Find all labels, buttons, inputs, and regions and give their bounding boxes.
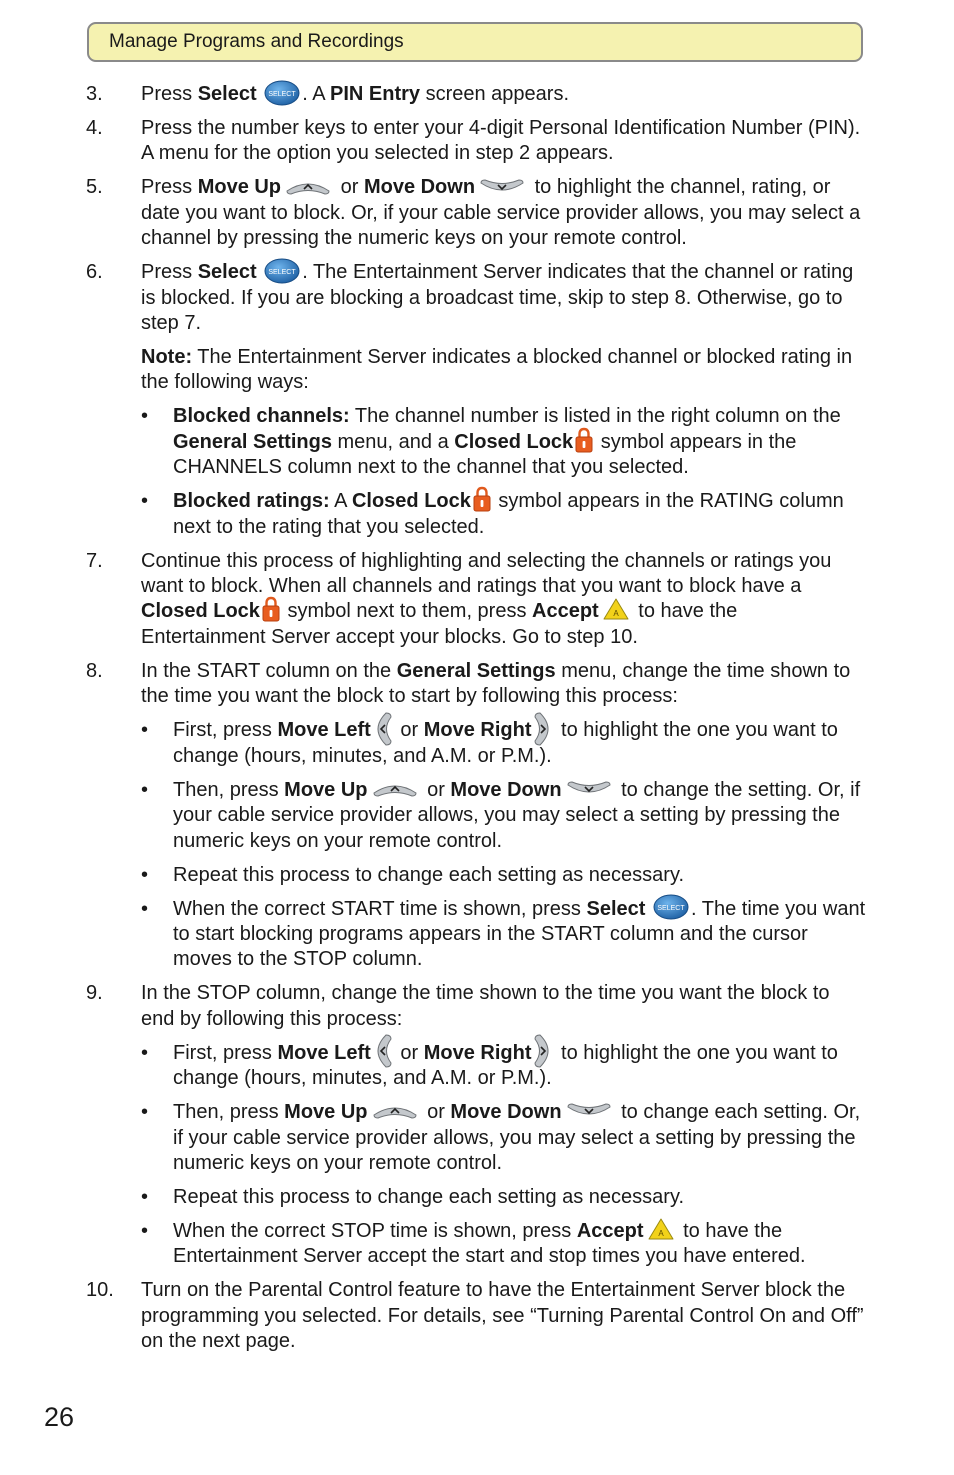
text: In the START column on the: [141, 659, 397, 682]
move-down-icon: [566, 1103, 612, 1119]
text: Press: [141, 83, 198, 105]
key-name: Move Up: [284, 1101, 368, 1124]
bullet-dot: •: [141, 405, 149, 428]
key-name: Move Down: [450, 1101, 562, 1124]
text: When the correct START time is shown, press: [173, 897, 587, 920]
text: to highlight the channel, rating, or date you want to block. Or, if your cable service provider allows, you may select a channel by pressing the numeric keys on your remote control.: [141, 176, 861, 250]
move-up-icon: [372, 781, 418, 797]
step-number: 9.: [86, 982, 103, 1005]
text: Then, press: [173, 1101, 285, 1124]
text: to have the Entertainment Server accept your blocks. Go to step 10.: [141, 600, 738, 648]
move-down-icon: [566, 781, 612, 797]
move-down-icon: [479, 179, 525, 195]
text: . A: [302, 83, 330, 105]
step-number: 3.: [86, 83, 103, 105]
text: or: [335, 176, 364, 199]
step-number: 6.: [86, 261, 103, 284]
svg-text:SELECT: SELECT: [268, 268, 296, 276]
step-6: [0, 260, 867, 540]
select-button-icon: [653, 894, 689, 920]
step-number: 5.: [86, 176, 103, 199]
text: to highlight the one you want to change (hours, minutes, and A.M. or P.M.).: [173, 1041, 838, 1090]
term: Blocked ratings:: [173, 490, 330, 513]
svg-text:SELECT: SELECT: [657, 905, 685, 913]
text: Press: [141, 176, 198, 199]
key-name: Select: [197, 83, 257, 105]
text: menu, and a: [331, 430, 455, 453]
move-left-icon: [374, 712, 392, 746]
key-name: Move Left: [277, 1041, 371, 1064]
accept-button-icon: [648, 1217, 674, 1241]
key-name: Accept: [576, 1219, 644, 1242]
screen-name: PIN Entry: [330, 83, 421, 105]
text: to change each setting. Or, if your cable service provider allows, you may select a setting by pressing the numeric keys on your remote control.: [173, 1101, 861, 1174]
text: Press: [141, 261, 198, 284]
bullet-dot: •: [141, 719, 149, 742]
note-label: Note:: [141, 346, 193, 369]
closed-lock-icon: [262, 596, 280, 622]
bullet-item: [141, 489, 867, 540]
bullet-item: [141, 863, 867, 888]
bullet-dot: •: [141, 897, 149, 920]
text: Repeat this process to change each setting as necessary.: [173, 863, 685, 886]
text: . The Entertainment Server indicates that the channel or rating is blocked. If you are blocking a broadcast time, skip to step 8. Otherwise, go to step 7.: [141, 261, 854, 335]
bullet-item: [141, 1185, 867, 1210]
step-text: [141, 82, 867, 107]
text: Repeat this process to change each setting as necessary.: [173, 1185, 685, 1208]
step-9: [0, 981, 867, 1269]
text: or: [394, 719, 424, 742]
bullet-item: [141, 404, 867, 480]
step-7: [0, 549, 867, 651]
step-text: [141, 175, 867, 251]
text: Continue this process of highlighting and selecting the channels or ratings you want to block. When all channels and ratings that you want to block have a: [141, 549, 832, 598]
section-title: Manage Programs and Recordings: [109, 31, 404, 52]
key-name: Select: [197, 261, 257, 284]
bullet-dot: •: [141, 1185, 149, 1208]
bullet-dot: •: [141, 1219, 149, 1242]
text: First, press: [173, 719, 278, 742]
step-4: [0, 116, 867, 167]
text: First, press: [173, 1041, 278, 1064]
step-text: [141, 260, 867, 336]
bullet-dot: •: [141, 863, 149, 886]
text: to have the Entertainment Server accept the start and stop times you have entered.: [173, 1219, 806, 1268]
bullet-item: [141, 778, 867, 854]
bullet-item: [141, 718, 867, 769]
move-left-icon: [374, 1034, 392, 1068]
text: symbol next to them, press: [281, 600, 533, 623]
instructions: [0, 82, 954, 1363]
bullet-dot: •: [141, 778, 149, 801]
key-name: Move Up: [284, 778, 368, 801]
menu-name: General Settings: [173, 430, 332, 453]
key-name: Move Up: [197, 176, 282, 199]
accept-button-icon: [603, 597, 629, 621]
note: [141, 345, 867, 396]
key-name: Move Down: [450, 778, 562, 801]
text: When the correct STOP time is shown, press: [173, 1219, 577, 1242]
step-text: [141, 659, 867, 710]
step-8: [0, 659, 867, 973]
bullet-item: [141, 1100, 867, 1176]
text: or: [394, 1041, 424, 1064]
closed-lock-icon: [473, 486, 491, 512]
move-up-icon: [285, 179, 331, 195]
symbol-name: Closed Lock: [141, 600, 260, 623]
bullet-dot: •: [141, 490, 149, 513]
step-text: [141, 549, 867, 651]
text: . The time you want to start blocking programs appears in the START column and the cursor moves to the STOP column.: [173, 897, 866, 971]
key-name: Accept: [532, 600, 599, 623]
text: to highlight the one you want to change (hours, minutes, and A.M. or P.M.).: [173, 719, 838, 767]
key-name: Move Right: [423, 719, 532, 742]
svg-text:A: A: [613, 609, 619, 619]
select-button-icon: [264, 258, 300, 284]
step-number: 10.: [86, 1279, 114, 1302]
bullet-dot: •: [141, 1101, 149, 1124]
svg-text:SELECT: SELECT: [268, 90, 296, 98]
menu-name: General Settings: [396, 659, 556, 682]
text: to change the setting. Or, if your cable service provider allows, you may select a setting by pressing the numeric keys on your remote control.: [173, 778, 861, 852]
closed-lock-icon: [575, 427, 593, 453]
step-10: [0, 1278, 867, 1354]
text: symbol appears in the RATING column next to the rating that you selected.: [173, 490, 844, 538]
key-name: Move Right: [423, 1041, 532, 1064]
step-text: Press the number keys to enter your 4-digit Personal Identification Number (PIN). A menu for the option you selected in step 2 appears.: [141, 117, 861, 165]
step-number: 4.: [86, 117, 103, 139]
text: screen appears.: [420, 83, 570, 105]
key-name: Move Left: [277, 719, 371, 742]
step-number: 8.: [86, 659, 103, 682]
text: A: [329, 490, 352, 513]
text: menu, change the time shown to the time you want the block to start by following this process:: [141, 659, 851, 708]
key-name: Select: [586, 897, 646, 920]
select-button-icon: [264, 80, 300, 106]
text: or: [421, 1101, 451, 1124]
step-text: In the STOP column, change the time shown to the time you want the block to end by following this process:: [141, 982, 830, 1030]
move-right-icon: [534, 712, 552, 746]
step-text: Turn on the Parental Control feature to have the Entertainment Server block the programming you selected. For details, see “Turning Parental Control On and Off” on the next page.: [141, 1279, 864, 1353]
page-number: 26: [44, 1402, 75, 1432]
key-name: Move Down: [363, 176, 476, 199]
bullet-dot: •: [141, 1041, 149, 1064]
text: or: [421, 778, 451, 801]
bullet-item: [141, 897, 867, 973]
symbol-name: Closed Lock: [351, 490, 471, 513]
step-number: 7.: [86, 549, 103, 572]
move-right-icon: [534, 1034, 552, 1068]
bullet-item: [141, 1219, 867, 1270]
text: Then, press: [173, 778, 285, 801]
move-up-icon: [372, 1103, 418, 1119]
text: symbol appears in the CHANNELS column next to the channel that you selected.: [173, 430, 797, 479]
term: Blocked channels:: [173, 405, 350, 428]
bullet-item: [141, 1041, 867, 1092]
step-3: [0, 82, 867, 107]
symbol-name: Closed Lock: [454, 430, 574, 453]
step-5: [0, 175, 867, 251]
section-header: [87, 22, 863, 62]
svg-text:A: A: [657, 1228, 664, 1238]
text: The channel number is listed in the right column on the: [349, 405, 841, 428]
text: The Entertainment Server indicates a blocked channel or blocked rating in the following ways:: [141, 346, 853, 394]
